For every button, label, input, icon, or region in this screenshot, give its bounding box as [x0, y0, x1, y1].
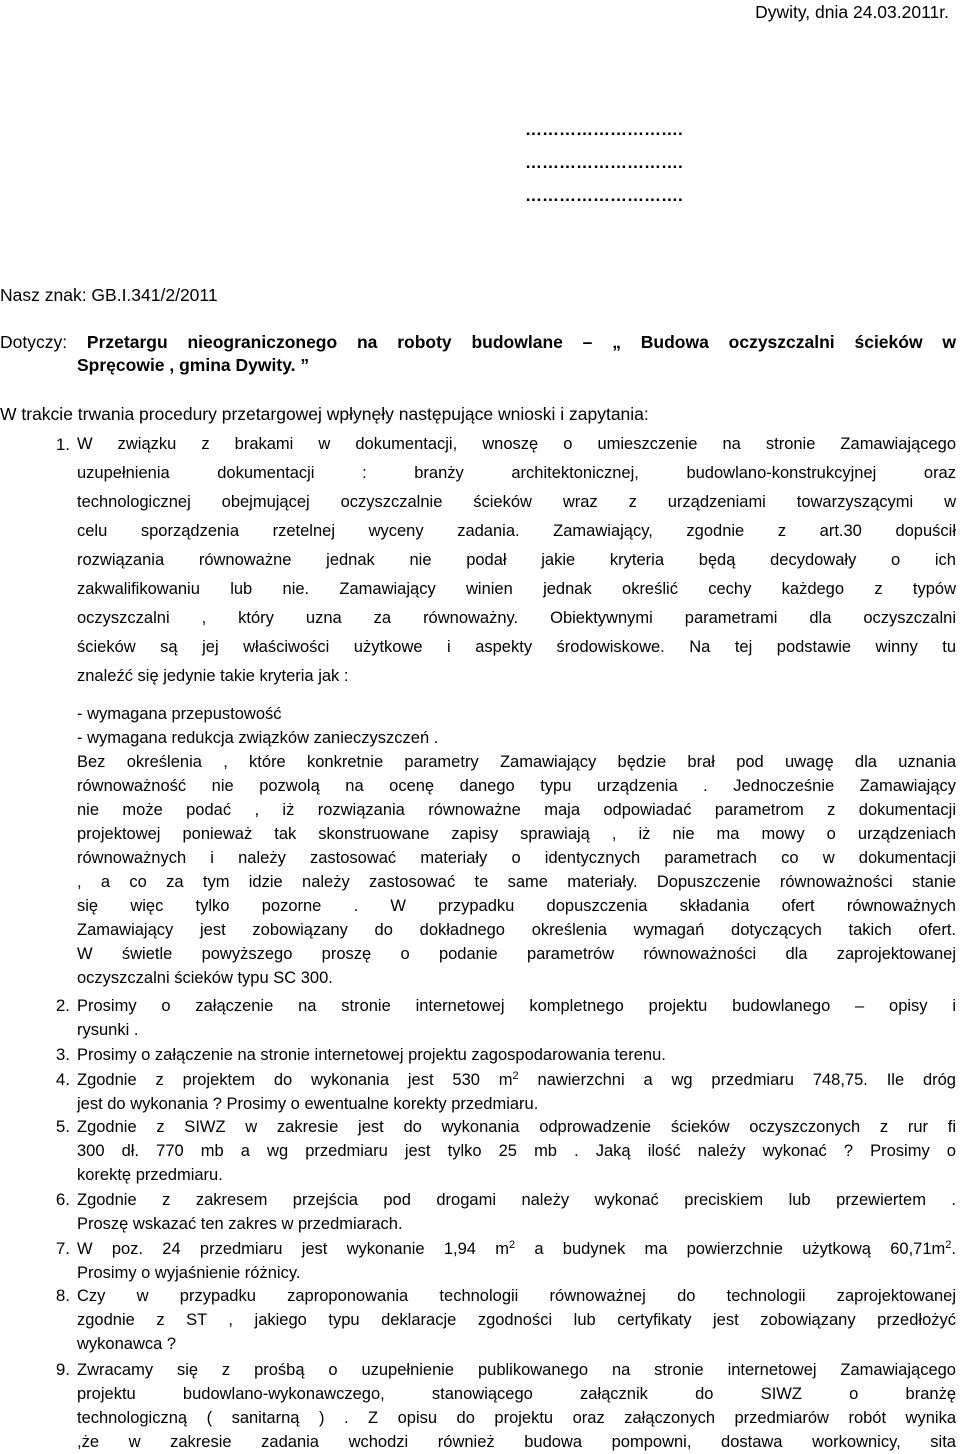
item-number: 6. [55, 1190, 70, 1209]
item-5-paragraph [77, 1115, 956, 1187]
item-7-line: Prosimy o wyjaśnienie różnicy. [77, 1264, 301, 1282]
bullet-item: - wymagana przepustowość [77, 705, 282, 723]
item-8-paragraph [77, 1284, 956, 1356]
item-1-line: projektowej ponieważ tak skonstruowane zapisy sprawiają , iż nie ma mowy o urządzeniach [77, 825, 956, 843]
item-7-text: a budynek ma powierzchnie użytkową 60,71m [515, 1240, 946, 1258]
item-number: 5. [55, 1117, 70, 1136]
item-3-paragraph [77, 1043, 956, 1067]
item-7-text: W poz. 24 przedmiaru jest wykonanie 1,94 m [77, 1240, 509, 1258]
item-9-line: Zwracamy się z prośbą o uzupełnienie publikowanego na stronie internetowej Zamawiającego [77, 1361, 956, 1379]
item-1-line: oczyszczalni ścieków typu SC 300. [77, 969, 333, 987]
item-1-line: Zamawiający jest zobowiązany do dokładnego określenia wymagań dotyczących takich ofert. [77, 921, 956, 939]
item-1-line: uzupełnienia dokumentacji : branży architektonicznej, budowlano-konstrukcyjnej oraz [77, 464, 956, 482]
item-5-line: korektę przedmiaru. [77, 1166, 223, 1184]
intro-text: W trakcie trwania procedury przetargowej wpłynęły następujące wnioski i zapytania: [0, 404, 649, 424]
item-2-line: Prosimy o załączenie na stronie internetowej kompletnego projektu budowlanego – opisy i [77, 997, 956, 1015]
subject-title-line-1: Przetargu nieograniczonego na roboty budowlane – „ Budowa oczyszczalni ścieków w [86, 332, 957, 352]
item-1-paragraph [77, 430, 956, 691]
recipient-line-1: ………………………. [525, 120, 683, 139]
superscript: 2 [945, 1239, 952, 1251]
item-1-line: równoważność nie pozwolą na ocenę danego typu urządzenia . Jednocześnie Zamawiający [77, 777, 956, 795]
item-2-paragraph [77, 994, 956, 1042]
document-date: Dywity, dnia 24.03.2011r. [755, 2, 949, 22]
item-7-text: . [951, 1240, 956, 1258]
item-number: 2. [55, 996, 70, 1015]
item-6-line: Proszę wskazać ten zakres w przedmiarach. [77, 1215, 403, 1233]
item-1-line: W świetle powyższego proszę o podanie parametrów równoważności dla zaprojektowanej [77, 945, 956, 963]
item-9-line: technologiczną ( sanitarną ) . Z opisu do projektu oraz załączonych przedmiarów robót wynika [77, 1409, 956, 1427]
item-1-line: znaleźć się jedynie takie kryteria jak : [77, 667, 349, 685]
item-1-line: oczyszczalni , który uzna za równoważny. Obiektywnymi parametrami dla oczyszczalni [77, 609, 956, 627]
superscript: 2 [508, 1239, 516, 1251]
item-1-continuation [77, 750, 956, 990]
item-8-line: wykonawca ? [77, 1335, 177, 1353]
item-4-text: nawierzchni a wg przedmiaru 748,75. Ile dróg [518, 1071, 956, 1089]
subject-label: Dotyczy: [0, 332, 87, 352]
item-1-bullets [77, 702, 956, 750]
item-1-line: rozwiązania równoważne jednak nie podał jakie kryteria będą decydowały o ich [77, 551, 956, 569]
item-6-paragraph [77, 1188, 956, 1236]
item-8-line: zgodnie z ST , jakiego typu deklaracje zgodności lub certyfikaty jest zobowiązany przedłożyć [77, 1311, 956, 1329]
item-4-text: Zgodnie z projektem do wykonania jest 530 m [77, 1071, 513, 1089]
item-1-line: , a co za tym idzie należy zastosować te same materiały. Dopuszczenie równoważności stanie [77, 873, 956, 891]
item-8-line: Czy w przypadku zaproponowania technologii równoważnej do technologii zaprojektowanej [77, 1287, 956, 1305]
item-number: 3. [55, 1045, 70, 1064]
item-9-line: ,że w zakresie zadania wchodzi również budowa pompowni, dostawa workownicy, sita [77, 1433, 956, 1451]
item-1-line: celu sporządzenia rzetelnej wyceny zadania. Zamawiający, zgodnie z art.30 dopuścił [77, 522, 956, 540]
item-number: 9. [55, 1360, 70, 1379]
item-1-line: Bez określenia , które konkretnie parametry Zamawiający będzie brał pod uwagę dla uznania [77, 753, 956, 771]
subject-block [0, 331, 956, 377]
item-9-line: projektu budowlano-wykonawczego, stanowiącego załącznik do SIWZ o branżę [77, 1385, 956, 1403]
item-1-line: nie może podać , iż rozwiązania równoważne maja odpowiadać parametrom z dokumentacji [77, 801, 956, 819]
item-4-line: jest do wykonania ? Prosimy o ewentualne korekty przedmiaru. [77, 1095, 539, 1113]
recipient-line-2: ………………………. [525, 153, 683, 172]
recipient-line-3: ………………………. [525, 186, 683, 205]
item-4-paragraph [77, 1068, 956, 1116]
item-5-line: Zgodnie z SIWZ w zakresie jest do wykonania odprowadzenie ścieków oczyszczonych z rur fi [77, 1118, 956, 1136]
item-1-line: technologicznej obejmującej oczyszczalnie ścieków wraz z urządzeniami towarzyszącymi w [77, 493, 956, 511]
item-number: 4. [55, 1070, 70, 1089]
item-1-line: równoważnych i należy zastosować materiały o identycznych parametrach co w dokumentacji [77, 849, 956, 867]
bullet-item: - wymagana redukcja związków zanieczyszczeń . [77, 729, 439, 747]
item-5-line: 300 dł. 770 mb a wg przedmiaru jest tylko 25 mb . Jaką ilość należy wykonać ? Prosimy o [77, 1142, 956, 1160]
item-number: 1. [55, 435, 70, 454]
item-1-line: ścieków są jej właściwości użytkowe i aspekty środowiskowe. Na tej podstawie winny tu [77, 638, 956, 656]
item-9-paragraph [77, 1358, 956, 1454]
item-2-line: rysunki . [77, 1021, 139, 1039]
item-1-line: się więc tylko pozorne . W przypadku dopuszczenia składania ofert równoważnych [77, 897, 956, 915]
item-3-line: Prosimy o załączenie na stronie internetowej projektu zagospodarowania terenu. [77, 1046, 666, 1064]
item-number: 8. [55, 1286, 70, 1305]
item-6-line: Zgodnie z zakresem przejścia pod drogami należy wykonać preciskiem lub przewiertem . [77, 1191, 956, 1209]
subject-title-line-2: Spręcowie , gmina Dywity. ” [77, 355, 310, 375]
item-number: 7. [55, 1239, 70, 1258]
reference-number: Nasz znak: GB.I.341/2/2011 [0, 285, 218, 305]
item-1-line: zakwalifikowaniu lub nie. Zamawiający winien jednak określić cechy każdego z typów [77, 580, 956, 598]
item-7-paragraph [77, 1237, 956, 1285]
item-1-line: W związku z brakami w dokumentacji, wnoszę o umieszczenie na stronie Zamawiającego [77, 435, 956, 453]
superscript: 2 [512, 1070, 519, 1082]
